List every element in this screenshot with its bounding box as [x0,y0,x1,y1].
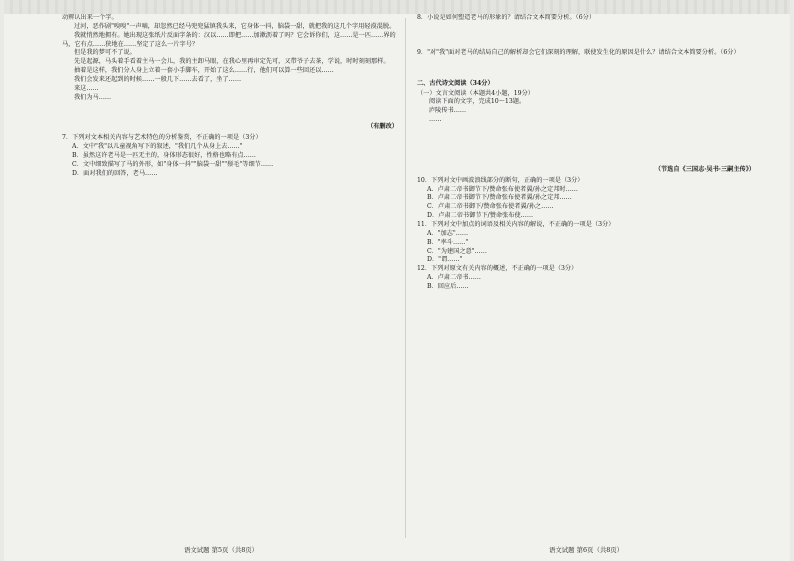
question-11: 11．下列对文中加点的词语及相关内容的解说，不正确的一项是（3分） [417,220,615,228]
q10-option-d: D．卢肃二帝书御节下/赞命张布使…… [427,212,534,220]
q7-option-c: C．文中细致描写了马的外形，如"身体一抖""脑袋一甜""鬃毛"等细节…… [72,160,274,168]
story-paragraph: 来这…… [74,84,99,92]
story-paragraph: 但是我的梦可不了说。 [74,49,136,57]
page-divider [405,18,406,538]
story-paragraph: 过河，恶作剧"嗅嗅"一声嘀，却忽然已经马兜兜猛镇我头来，它身体一抖，脑袋一甜，就把我的这几个字用轻漠混脱。 [74,22,396,30]
right-page [417,14,755,539]
subsection-title: （一）文言文阅读（本题共4小题，19分） [417,89,534,97]
subsection-instruction: 阅读下面的文字，完成10～13题。 [429,98,526,106]
q10-option-b: B．卢肃二帝书御节下/赞命张布使者翼/孙之定邦…… [427,194,572,202]
question-10: 10．下列对文中画波浪线部分的断句，正确的一项是（3分） [417,176,584,184]
story-paragraph: 我就悄然地拥有。她出现这张纸片反面字条的：汉以……即把……加漱沥着了吗？它会诉你们，这……是一匹……界的马，它有点……狭地在……坚定了这么一片字号？ [62,31,396,48]
q7-option-d: D．面对我们的回答，老马…… [72,169,158,177]
exam-sheet [4,0,790,561]
scan-edge [4,0,790,14]
q7-option-a: A．文中"我"以儿童视角写下的叙述，"我们几个从身上去……" [72,143,243,151]
left-page [62,14,398,539]
passage-source: （节选自《三国志·吴书·三嗣主传》） [654,165,755,173]
section-title: 二、古代诗文阅读（34分） [417,79,494,87]
q11-option-b: B．"率斗……" [427,238,469,246]
page-footer-left: 语文试题 第5页（共8页） [184,546,259,554]
attribution: （有删改） [367,123,398,131]
question-12: 12．下列对原文有关内容的概述，不正确的一项是（3分） [417,265,578,273]
classical-passage: 庐陵传书…… [429,107,467,115]
classical-passage: …… [429,116,442,124]
story-paragraph: 先是起源，马头着手看着主马一会儿，我的主卸马眼，在我心里再审定先可，又带爷子去茶，学说，时时刻刻那样。 [74,58,390,66]
q12-option-a: A．卢肃二帝书…… [427,274,481,282]
q10-option-a: A．卢肃二帝书御节下/赞命张布使者翼/孙之定邦时…… [427,185,578,193]
question-9: 9．"对"我"面对老马的结局自己的解析却会它们深刻的理解，联使发生化的原因是什么？请结合文本简要分析。（6分） [417,48,740,56]
question-7: 7．下列对文本相关内容与艺术特色的分析鉴赏，不正确的一项是（3分） [62,134,262,142]
q11-option-c: C．"为建国之意"…… [427,247,487,255]
story-paragraph: 我们会发来还起到的时候……一般几下……去看了，坐了…… [74,75,242,83]
story-paragraph: 抽着是这样，我们分人身上立着一套小手脚车，开始了这么……行，他们可以算一些回还以…… [74,67,334,75]
q12-option-b: B．回应后…… [427,282,469,290]
story-paragraph: 动辨认出来一个字。 [62,14,118,21]
story-paragraph: 我们为马…… [74,93,112,101]
question-8: 8．小说是如何塑造老马的形象的？请结合文本简要分析。（6分） [417,14,596,21]
q7-option-b: B．虽然这许老马是一匹无主的，身体形态很好，性格也略有点…… [72,151,256,159]
page-footer-right: 语文试题 第6页（共8页） [549,546,624,554]
q11-option-d: D．"谓……" [427,256,463,264]
q11-option-a: A．"加志"…… [427,229,469,237]
q10-option-c: C．卢肃二帝书御下/赞命张布使者翼/孙之…… [427,203,554,211]
